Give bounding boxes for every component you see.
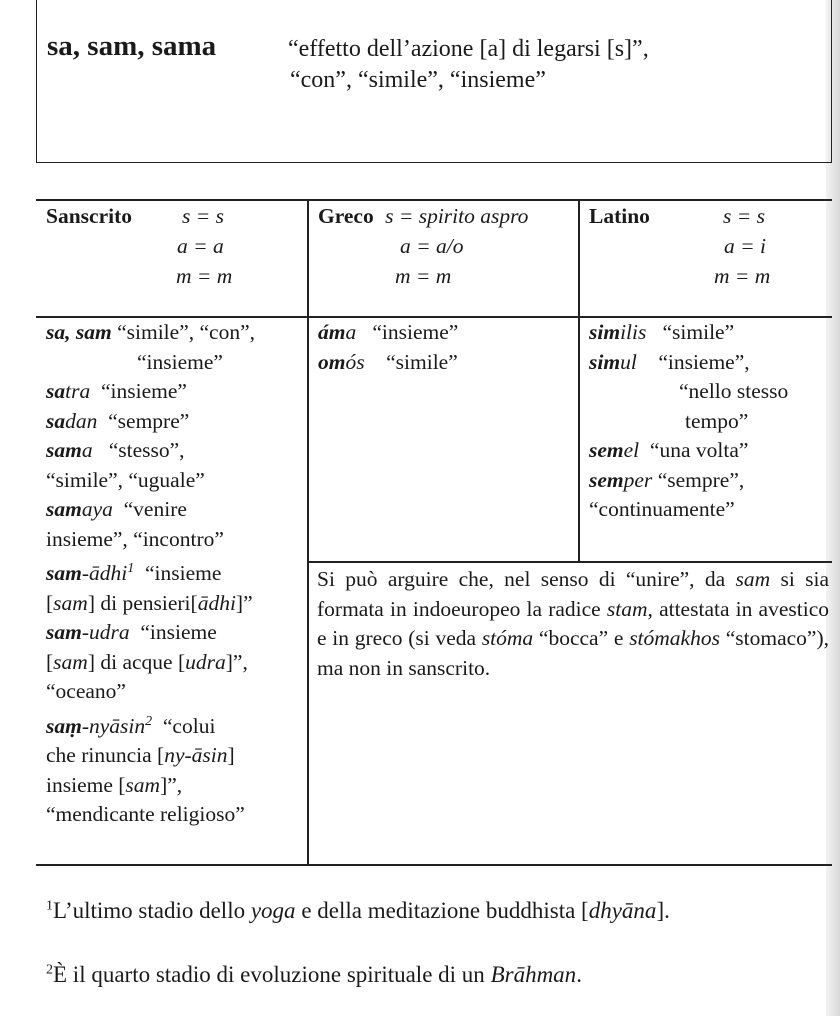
entry-semper: semper “sempre”, [589, 467, 745, 492]
sanskrit-map-a: a = a [177, 234, 224, 258]
col-divider-2 [578, 199, 580, 561]
sanskrit-entries: sa, sam “simile”, “con”, “insieme” satra “insieme” sadan “sempre” sama “stesso”, “simile”, “uguale” samaya “venire insieme”, “incontro” sam-ādhi$^1$ “insieme [sam] di pensieri[ādhi]” sam-udra “insieme [sam] di acque [udra]”, “oceano” saṃ-nyāsin$^2$ “colui che rinuncia [ny-āsin] insieme [sam]”, “mendicante religioso” [46, 318, 304, 830]
header-gloss-line-1: “effetto dell’azione [a] di legarsi [s]”, [288, 36, 649, 62]
entry-ama: áma “insieme” [318, 320, 459, 344]
latin-map-s: s = s [723, 204, 765, 228]
greek-entries [318, 318, 573, 377]
sanskrit-map-s: s = s [182, 204, 224, 228]
greek-map-s: s = spirito aspro [385, 204, 529, 228]
entry-sadan: sadan “sempre” [46, 408, 190, 433]
footnote-1: $^1$L’ultimo stadio dello yoga e della meditazione buddhista [dhyāna]. [46, 898, 670, 923]
entry-samnyasin: saṃ-nyāsin$^2$ “colui [46, 713, 216, 738]
note-top-rule [308, 561, 832, 563]
column-name-sanskrit: Sanscrito [46, 204, 132, 228]
greek-map-m: m = m [395, 264, 452, 288]
header-term: sa, sam, sama [47, 30, 217, 62]
header-gloss-line-2: “con”, “simile”, “insieme” [290, 67, 546, 93]
latin-map-m: m = m [714, 264, 771, 288]
table-top-rule [36, 199, 832, 201]
column-name-greek: Greco [318, 204, 374, 228]
entry-samudra: sam-udra “insieme [46, 620, 217, 645]
entry-samaya: samaya “venire [46, 497, 187, 521]
latin-entries: similis “simile” simul “insieme”, “nello stesso tempo” semel “una volta” semper “sempre”, “continuamente” [589, 318, 829, 525]
table-bottom-rule [36, 864, 832, 866]
entry-simul: simul “insieme”, [589, 349, 750, 374]
entry-samadhi: sam-ādhi$^1$ “insieme [46, 561, 222, 586]
greek-map-a: a = a/o [400, 234, 464, 258]
etymology-note: Si può arguire che, nel senso di “unire”, da sam si sia formata in indoeuropeo la radice stam, attestata in avestico e in greco (si veda stóma “bocca” e stómakhos “stomaco”), ma non in sanscrito. [317, 567, 829, 680]
entry-sa-sam: sa, sam “simile”, “con”, [46, 320, 255, 344]
col-divider-1 [307, 199, 309, 865]
header-box [36, 0, 832, 163]
entry-omos: omós “simile” [318, 349, 458, 374]
header-cell-latin [589, 202, 829, 288]
entry-semel: semel “una volta” [589, 438, 749, 462]
entry-satra: satra “insieme” [46, 379, 187, 403]
sanskrit-map-m: m = m [176, 264, 233, 288]
header-gloss [288, 34, 649, 96]
column-name-latin: Latino [589, 204, 650, 228]
footnote-2: $^2$È il quarto stadio di evoluzione spirituale di un Brāhman. [46, 962, 582, 987]
entry-sama: sama “stesso”, [46, 438, 185, 462]
entry-similis: similis “simile” [589, 320, 735, 344]
header-cell-sanskrit [46, 202, 301, 288]
latin-map-a: a = i [724, 234, 766, 258]
header-cell-greek [318, 202, 573, 288]
